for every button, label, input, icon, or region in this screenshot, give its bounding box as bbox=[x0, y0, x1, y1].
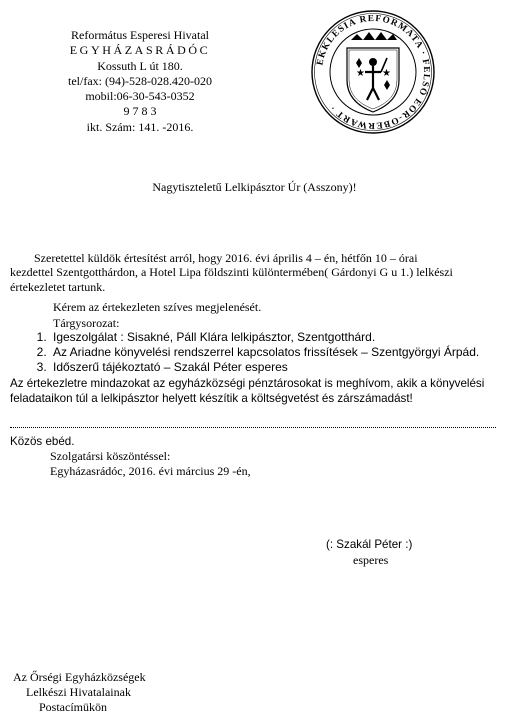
file-number: ikt. Szám: 141. -2016. bbox=[86, 119, 194, 134]
office-place: EGYHÁZASRÁDÓC bbox=[69, 43, 211, 58]
place-date: Egyházasrádóc, 2016. évi március 29 -én, bbox=[50, 464, 251, 478]
svg-text:★: ★ bbox=[382, 68, 391, 79]
agenda-item: 1. Igeszolgálat : Sisakné, Páll Klára lelkipásztor, Szentgotthárd. bbox=[50, 330, 509, 345]
agenda-list bbox=[25, 330, 509, 375]
letter-greeting: Nagytiszteletű Lelkipásztor Úr (Asszony)! bbox=[152, 180, 357, 194]
church-seal-logo bbox=[311, 10, 435, 134]
attendance-request: Kérem az értekezleten szíves megjelenését. bbox=[53, 300, 262, 314]
agenda-item: 2. Az Ariadne könyvelési rendszerrel kapcsolatos frissítések – Szentgyörgyi Árpád. bbox=[50, 345, 509, 360]
svg-text:EKKLESIA REFORMATA · FELSŐ EŐR: EKKLESIA REFORMATA · FELSŐ EŐR-OBERWART · bbox=[314, 12, 433, 132]
signature-name: (: Szakál Péter :) bbox=[326, 538, 413, 551]
recipient-line-3: Postacímükön bbox=[39, 700, 107, 714]
recipient-line-2: Lelkészi Hivatalainak bbox=[26, 685, 131, 699]
lunch-note: Közös ebéd. bbox=[10, 435, 75, 448]
paragraph-1-line-3: értekezletet tartunk. bbox=[10, 280, 106, 294]
agenda-item: 3. Időszerű tájékoztató – Szakál Péter esperes bbox=[50, 360, 509, 375]
office-phone: tel/fax: (94)-528-028.420-020 bbox=[68, 73, 212, 88]
signature-title: esperes bbox=[353, 553, 389, 567]
letterhead bbox=[45, 28, 235, 135]
office-street: Kossuth L út 180. bbox=[97, 58, 183, 73]
closing-greeting: Szolgatársi köszöntéssel: bbox=[50, 449, 171, 463]
svg-text:★: ★ bbox=[356, 68, 365, 79]
paragraph-1-line-2: kezdettel Szentgotthárdon, a Hotel Lipa földszinti különtermében( Gárdonyi G u 1.) lelkészi bbox=[10, 265, 453, 279]
office-mobile: mobil:06-30-543-0352 bbox=[85, 89, 195, 104]
office-zip: 9 7 8 3 bbox=[123, 104, 157, 119]
office-name: Református Esperesi Hivatal bbox=[71, 28, 209, 42]
paragraph-1-line-1: Szeretettel küldök értesítést arról, hogy 2016. évi április 4 – én, hétfőn 10 – órai bbox=[34, 251, 418, 265]
recipient-line-1: Az Őrségi Egyházközségek bbox=[13, 670, 146, 684]
paragraph-2-line-2: feladataikon túl a lelkipásztor helyett készítik a költségvetést és zárszámadást! bbox=[10, 392, 413, 405]
paragraph-2-line-1: Az értekezletre mindazokat az egyházközségi pénztárosokat is meghívom, akik a könyvelési bbox=[10, 377, 485, 390]
dotted-divider bbox=[10, 427, 496, 428]
agenda-title: Tárgysorozat: bbox=[53, 316, 120, 330]
